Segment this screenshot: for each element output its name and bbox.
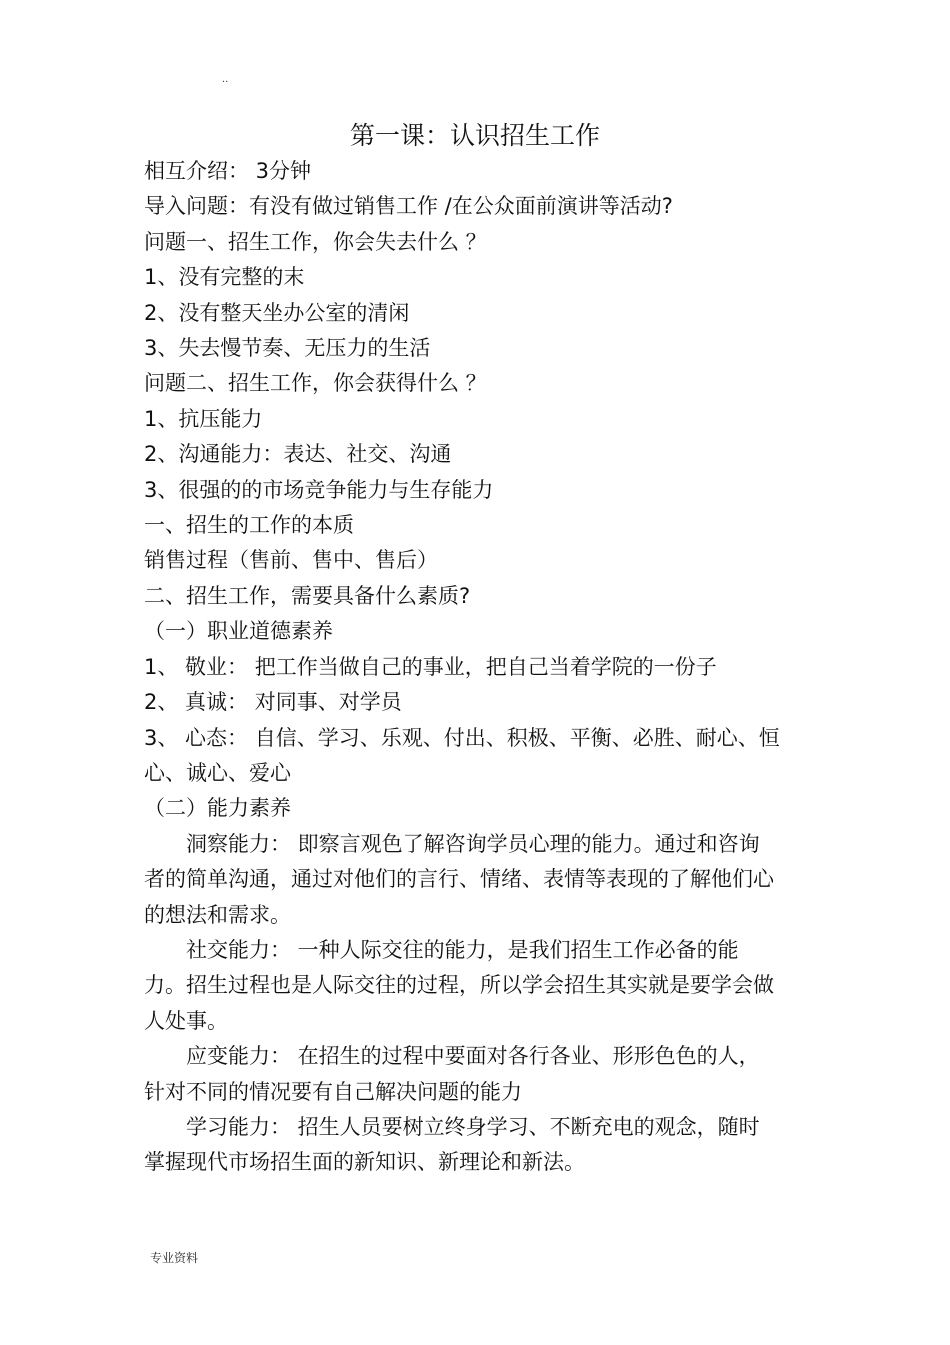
page-footer: 专业资料: [150, 1251, 199, 1265]
subsection-heading: （二）能力素养: [144, 796, 291, 821]
paragraph: 应变能力： 在招生的过程中要面对各行各业、形形色色的人，针对不同的情况要有自己解决问题的能力: [144, 1044, 760, 1104]
list-item: 2、沟通能力：表达、社交、沟通: [144, 442, 452, 467]
list-item: 2、 真诚： 对同事、对学员: [144, 690, 402, 715]
paragraph: 社交能力： 一种人际交往的能力，是我们招生工作必备的能力。招生过程也是人际交往的过程，所以学会招生其实就是要学会做人处事。: [144, 937, 774, 1033]
section-text: 销售过程（售前、售中、售后）: [144, 548, 438, 573]
section-heading-one: 一、招生的工作的本质: [144, 513, 354, 538]
lead-question: 导入问题：有没有做过销售工作 /在公众面前演讲等活动?: [144, 194, 673, 219]
list-item: 1、 敬业： 把工作当做自己的事业，把自己当着学院的一份子: [144, 654, 717, 679]
header-mark: ..: [222, 74, 229, 85]
list-item: 3、 心态： 自信、学习、乐观、付出、积极、平衡、必胜、耐心、恒心、诚心、爱心: [144, 725, 780, 785]
intro-line: 相互介绍： 3分钟: [144, 159, 312, 183]
paragraph: 洞察能力： 即察言观色了解咨询学员心理的能力。通过和咨询者的简单沟通，通过对他们的言行、情绪、表情等表现的了解他们心的想法和需求。: [144, 831, 774, 927]
section-heading-two: 二、招生工作，需要具备什么素质?: [144, 583, 471, 608]
question-two: 问题二、招生工作，你会获得什么 ？: [144, 371, 487, 396]
list-item: 1、没有完整的末: [144, 265, 305, 290]
list-item: 3、失去慢节奏、无压力的生活: [144, 336, 431, 361]
list-item: 3、很强的的市场竞争能力与生存能力: [144, 477, 494, 502]
document-body: [144, 154, 780, 1181]
page-title: 第一课：认识招生工作: [349, 121, 600, 150]
paragraph: 学习能力： 招生人员要树立终身学习、不断充电的观念，随时掌握现代市场招生面的新知识、新理论和新法。: [144, 1114, 760, 1175]
question-one: 问题一、招生工作，你会失去什么 ？: [144, 229, 487, 254]
subsection-heading: （一）职业道德素养: [144, 619, 333, 644]
list-item: 2、没有整天坐办公室的清闲: [144, 300, 410, 325]
list-item: 1、抗压能力: [144, 406, 263, 431]
